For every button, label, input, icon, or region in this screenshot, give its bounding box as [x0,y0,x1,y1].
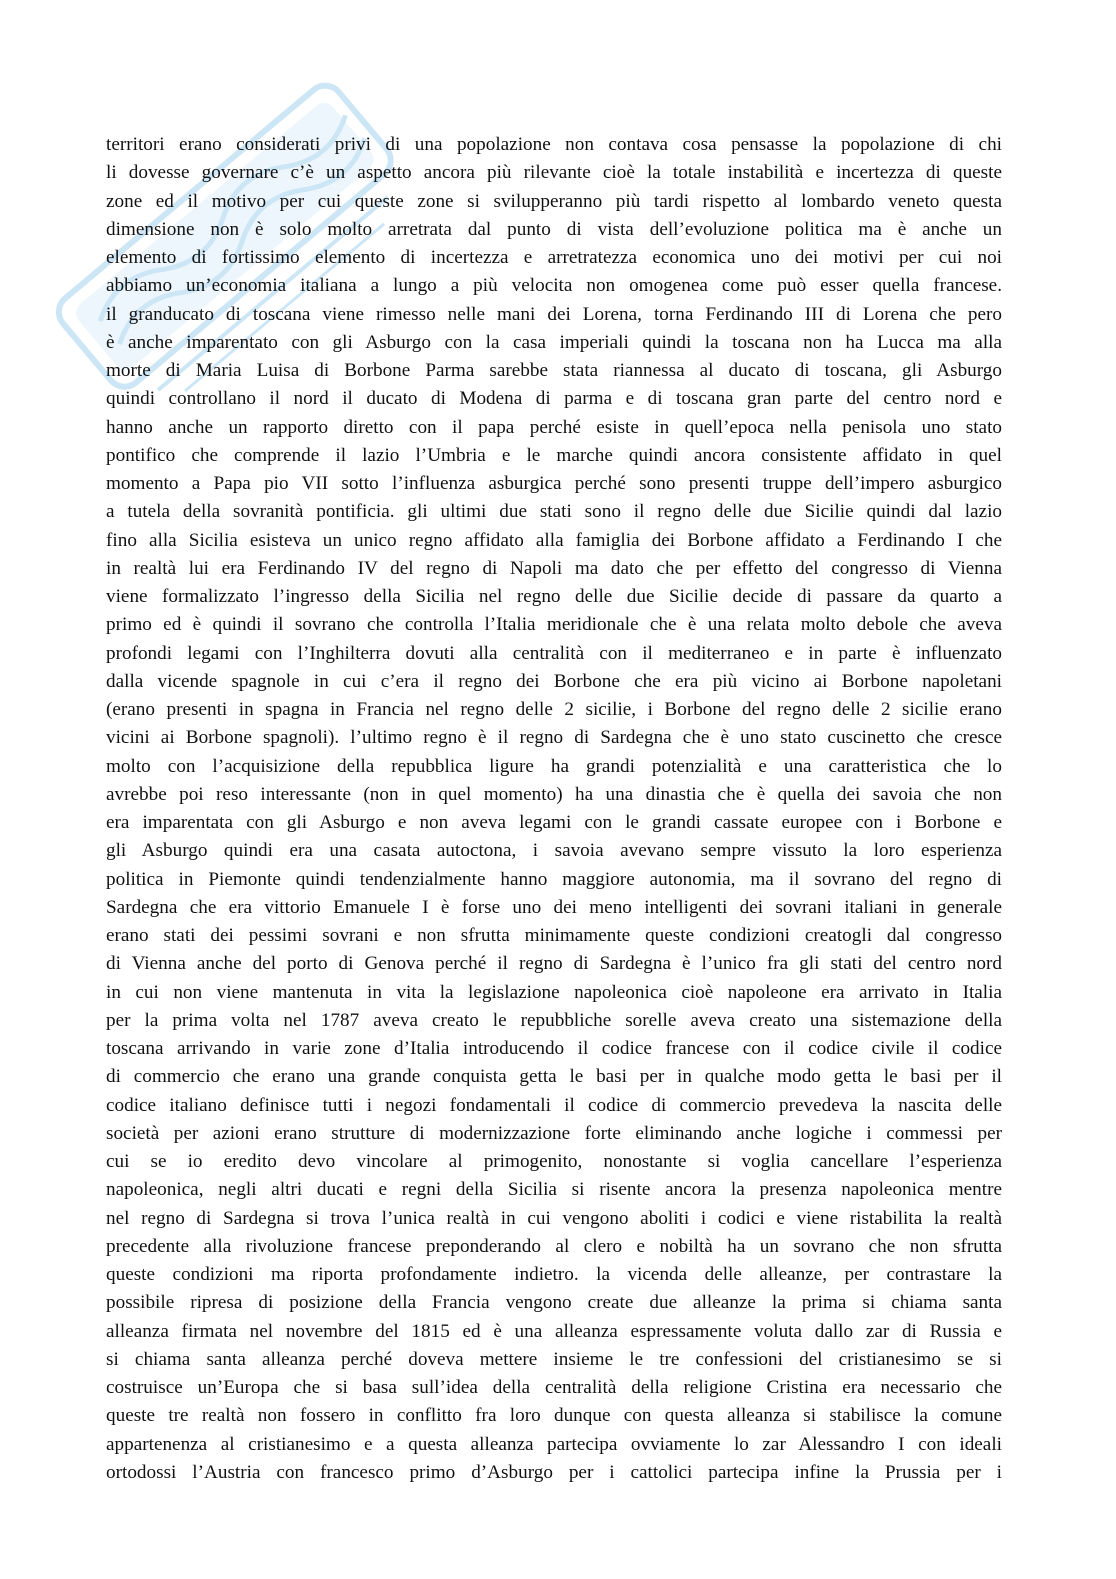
text-line: hanno anche un rapporto diretto con il papa perché esiste in quell’epoca nella penisola uno stato [106,416,1002,438]
text-line: precedente alla rivoluzione francese preponderando al clero e nobiltà ha un sovrano che non sfrutta [106,1235,1002,1257]
text-line: zone ed il motivo per cui queste zone si svilupperanno più tardi rispetto al lombardo veneto questa [106,190,1002,212]
text-line: profondi legami con l’Inghilterra dovuti alla centralità con il mediterraneo e in parte è influenzato [106,642,1002,664]
text-line: queste condizioni ma riporta profondamente indietro. la vicenda delle alleanze, per contrastare la [106,1264,1002,1285]
text-line: napoleonica, negli altri ducati e regni della Sicilia si risente ancora la presenza napoleonica mentre [106,1179,1002,1201]
text-line: viene formalizzato l’ingresso della Sicilia nel regno delle due Sicilie decide di passare da quarto a [106,586,1002,607]
text-line: gli Asburgo quindi era una casata autoctona, i savoia avevano sempre vissuto la loro esperienza [106,840,1002,862]
text-line: territori erano considerati privi di una popolazione non contava cosa pensasse la popolazione di chi [106,134,1002,155]
text-line: il granducato di toscana viene rimesso nelle mani dei Lorena, torna Ferdinando III di Lorena che pero [106,303,1002,325]
text-line: dalla vicende spagnole in cui c’era il regno dei Borbone che era più vicino ai Borbone napoletani [106,670,1002,692]
text-line: era imparentata con gli Asburgo e non aveva legami con le grandi cassate europee con i Borbone e [106,812,1002,833]
text-line: appartenenza al cristianesimo e a questa alleanza partecipa ovviamente lo zar Alessandro I con ideali [106,1433,1002,1455]
text-line: pontifico che comprende il lazio l’Umbria e le marche quindi ancora consistente affidato in quel [106,444,1002,466]
text-line: fino alla Sicilia esisteva un unico regno affidato alla famiglia dei Borbone affidato a Ferdinando I che [106,529,1002,551]
text-line: è anche imparentato con gli Asburgo con la casa imperiali quindi la toscana non ha Lucca ma alla [106,331,1002,353]
text-line: di commercio che erano una grande conquista getta le basi per in qualche modo getta le basi per il [106,1066,1002,1088]
text-line: in realtà lui era Ferdinando IV del regno di Napoli ma dato che per effetto del congresso di Vienna [106,557,1002,579]
text-line: cui se io eredito devo vincolare al primogenito, nonostante si voglia cancellare l’esperienza [106,1151,1002,1172]
text-line: codice italiano definisce tutti i negozi fondamentali il codice di commercio prevedeva la nascita delle [106,1094,1002,1116]
text-line: elemento di fortissimo elemento di incertezza e arretratezza economica uno dei motivi per cui noi [106,247,1002,268]
text-line: ortodossi l’Austria con francesco primo d’Asburgo per i cattolici partecipa infine la Prussia per i [106,1461,1002,1483]
text-line: molto con l’acquisizione della repubblica ligure ha grandi potenzialità e una caratteristica che lo [106,755,1002,777]
text-line: erano stati dei pessimi sovrani e non sfrutta minimamente queste condizioni creatogli dal congresso [106,925,1002,946]
text-line: li dovesse governare c’è un aspetto ancora più rilevante cioè la totale instabilità e incertezza di queste [106,162,1002,184]
body-text [106,131,1002,1487]
text-line: di Vienna anche del porto di Genova perché il regno di Sardegna è l’unico fra gli stati del centro nord [106,953,1002,975]
text-line: dimensione non è solo molto arretrata dal punto di vista dell’evoluzione politica ma è anche un [106,218,1002,240]
text-line: abbiamo un’economia italiana a lungo a più velocita non omogenea come può esser quella francese. [106,275,1002,297]
text-line: avrebbe poi reso interessante (non in quel momento) ha una dinastia che è quella dei savoia che non [106,783,1002,805]
text-line: nel regno di Sardegna si trova l’unica realtà in cui vengono aboliti i codici e viene ristabilita la realtà [106,1207,1002,1229]
text-line: queste tre realtà non fossero in conflitto fra loro dunque con questa alleanza si stabilisce la comune [106,1405,1002,1427]
text-line: Sardegna che era vittorio Emanuele I è forse uno dei meno intelligenti dei sovrani italiani in generale [106,896,1002,918]
text-line: primo ed è quindi il sovrano che controlla l’Italia meridionale che è una relata molto debole che aveva [106,614,1002,636]
text-line: a tutela della sovranità pontificia. gli ultimi due stati sono il regno delle due Sicilie quindi dal lazio [106,501,1002,523]
text-line: si chiama santa alleanza perché doveva mettere insieme le tre confessioni del cristianesimo se si [106,1348,1002,1370]
text-line: per la prima volta nel 1787 aveva creato le repubbliche sorelle aveva creato una sistemazione della [106,1009,1002,1031]
text-line: (erano presenti in spagna in Francia nel regno delle 2 sicilie, i Borbone del regno delle 2 sicilie erano [106,699,1002,720]
text-line: quindi controllano il nord il ducato di Modena di parma e di toscana gran parte del centro nord e [106,388,1002,410]
text-line: possibile ripresa di posizione della Francia vengono create due alleanze la prima si chiama santa [106,1292,1002,1314]
text-line: momento a Papa pio VII sotto l’influenza asburgica perché sono presenti truppe dell’impero asburgico [106,473,1002,494]
text-line: vicini ai Borbone spagnoli). l’ultimo regno è il regno di Sardegna che è uno stato cuscinetto che cresce [106,727,1002,749]
text-line: morte di Maria Luisa di Borbone Parma sarebbe stata riannessa al ducato di toscana, gli Asburgo [106,360,1002,381]
text-line: costruisce un’Europa che si basa sull’idea della centralità della religione Cristina era necessario che [106,1377,1002,1398]
text-line: in cui non viene mantenuta in vita la legislazione napoleonica cioè napoleone era arrivato in Italia [106,981,1002,1003]
text-line: società per azioni erano strutture di modernizzazione forte eliminando anche logiche i commessi per [106,1122,1002,1144]
text-line: politica in Piemonte quindi tendenzialmente hanno maggiore autonomia, ma il sovrano del regno di [106,868,1002,890]
text-line: toscana arrivando in varie zone d’Italia introducendo il codice francese con il codice civile il codice [106,1038,1002,1059]
text-line: alleanza firmata nel novembre del 1815 ed è una alleanza espressamente voluta dallo zar di Russia e [106,1320,1002,1342]
